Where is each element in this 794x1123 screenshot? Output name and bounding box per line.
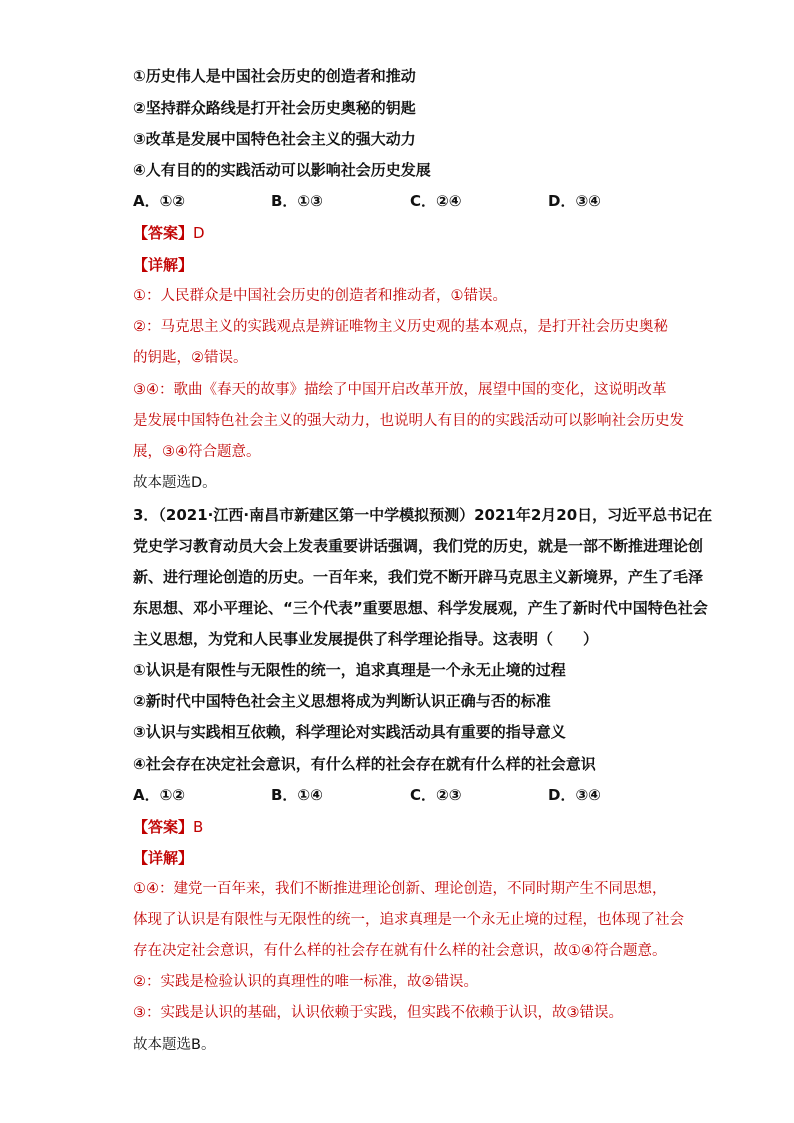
q3-option-d: D．③④ [548,786,601,804]
answer-tag: 【答案】 [133,224,194,242]
q3-stem-line: 3．（2021·江西·南昌市新建区第一中学模拟预测）2021年2月20日，习近平总书记在 [133,506,713,524]
q2-detail-line [133,255,193,275]
q2-option-c: C．②④ [410,192,462,210]
q2-explanation-line: ②：马克思主义的实践观点是辨证唯物主义历史观的基本观点，是打开社会历史奥秘 [133,319,668,335]
q2-conclusion: 故本题选D。 [133,475,217,491]
answer-value: D [193,224,205,242]
q3-item-1: ①认识是有限性与无限性的统一，追求真理是一个永无止境的过程 [133,661,566,679]
q3-explanation-line: ①④：建党一百年来，我们不断推进理论创新、理论创造，不同时期产生不同思想， [133,881,667,897]
q3-option-c: C．②③ [410,786,462,804]
q3-explanation-line: ②：实践是检验认识的真理性的唯一标准，故②错误。 [133,974,478,990]
q2-explanation-line: ③④：歌曲《春天的故事》描绘了中国开启改革开放，展望中国的变化，这说明改革 [133,382,667,398]
q2-explanation-line: ①：人民群众是中国社会历史的创造者和推动者，①错误。 [133,288,507,304]
q3-answer-line [133,817,203,837]
q2-option-d: D．③④ [548,192,601,210]
q2-explanation-line: 的钥匙，②错误。 [133,350,248,366]
q3-explanation-line: 存在决定社会意识，有什么样的社会存在就有什么样的社会意识，故①④符合题意。 [133,943,667,959]
q2-explanation-line: 是发展中国特色社会主义的强大动力，也说明人有目的的实践活动可以影响社会历史发 [133,413,684,429]
q3-item-3: ③认识与实践相互依赖，科学理论对实践活动具有重要的指导意义 [133,723,566,741]
answer-tag: 【答案】 [133,818,194,836]
q2-item-3: ③改革是发展中国特色社会主义的强大动力 [133,130,416,148]
q2-explanation-line: 展，③④符合题意。 [133,444,261,460]
q3-explanation-line: 体现了认识是有限性与无限性的统一，追求真理是一个永无止境的过程，也体现了社会 [133,912,684,928]
q3-stem-line: 新、进行理论创造的历史。一百年来，我们党不断开辟马克思主义新境界，产生了毛泽 [133,568,704,586]
q3-detail-line [133,848,193,868]
q3-conclusion: 故本题选B。 [133,1037,216,1053]
q3-stem-line: 主义思想，为党和人民事业发展提供了科学理论指导。这表明（ ） [133,630,599,648]
q3-stem-line: 东思想、邓小平理论、“三个代表”重要思想、科学发展观，产生了新时代中国特色社会 [133,599,708,617]
answer-value: B [193,818,204,836]
q3-option-b: B．①④ [271,786,323,804]
detail-tag: 【详解】 [133,256,194,274]
q2-item-1: ①历史伟人是中国社会历史的创造者和推动 [133,67,416,85]
q2-option-b: B．①③ [271,192,323,210]
q3-item-4: ④社会存在决定社会意识，有什么样的社会存在就有什么样的社会意识 [133,755,596,773]
q2-answer-line [133,223,205,243]
q3-option-a: A．①② [133,786,186,804]
q2-item-2: ②坚持群众路线是打开社会历史奥秘的钥匙 [133,99,416,117]
q2-item-4: ④人有目的的实践活动可以影响社会历史发展 [133,161,431,179]
q3-item-2: ②新时代中国特色社会主义思想将成为判断认识正确与否的标准 [133,692,551,710]
q3-explanation-line: ③：实践是认识的基础，认识依赖于实践，但实践不依赖于认识，故③错误。 [133,1005,623,1021]
q2-option-a: A．①② [133,192,186,210]
q3-stem-line: 党史学习教育动员大会上发表重要讲话强调，我们党的历史，就是一部不断推进理论创 [133,537,704,555]
detail-tag: 【详解】 [133,849,194,867]
